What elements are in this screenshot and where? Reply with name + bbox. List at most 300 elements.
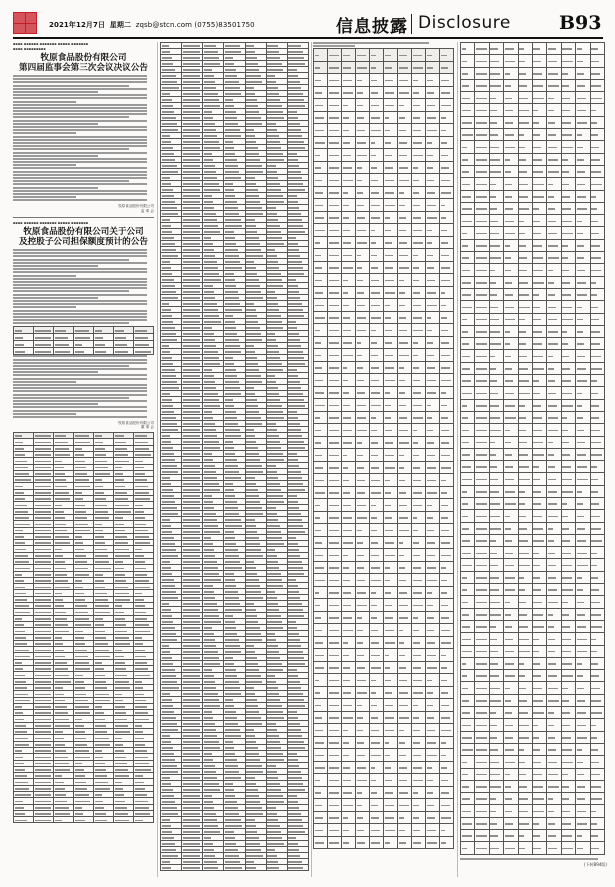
table-row xyxy=(314,536,454,549)
text-line xyxy=(13,78,147,80)
table-cell xyxy=(412,761,426,774)
table-cell xyxy=(504,338,518,350)
table-cell xyxy=(440,311,454,324)
table-cell xyxy=(356,411,370,424)
table-cell xyxy=(384,424,398,437)
table-cell xyxy=(461,559,475,571)
table-cell xyxy=(475,682,489,694)
text-line xyxy=(13,161,147,163)
text-line xyxy=(13,123,98,125)
table-cell xyxy=(518,375,532,387)
table-cell xyxy=(547,719,561,731)
table-cell xyxy=(547,461,561,473)
table-cell xyxy=(314,611,328,624)
table-row xyxy=(314,161,454,174)
table-row xyxy=(314,636,454,649)
table-cell xyxy=(370,549,384,562)
table-cell xyxy=(547,547,561,559)
table-cell xyxy=(475,743,489,755)
table-cell xyxy=(532,288,546,300)
table-cell xyxy=(356,811,370,824)
table-cell xyxy=(412,824,426,837)
table-cell xyxy=(384,711,398,724)
table-row xyxy=(314,524,454,537)
table-cell xyxy=(384,799,398,812)
table-cell xyxy=(518,633,532,645)
table-cell xyxy=(440,149,454,162)
table-row xyxy=(461,448,605,460)
text-line xyxy=(13,310,147,312)
table-cell xyxy=(426,399,440,412)
table-cell xyxy=(356,524,370,537)
table-cell xyxy=(412,261,426,274)
table-cell xyxy=(504,55,518,67)
table-cell xyxy=(356,749,370,762)
table-cell xyxy=(518,288,532,300)
text-line xyxy=(13,262,147,264)
table-row xyxy=(461,79,605,91)
table-cell xyxy=(328,349,342,362)
text-line xyxy=(13,85,129,87)
table-cell xyxy=(504,768,518,780)
table-cell xyxy=(475,252,489,264)
table-cell xyxy=(370,61,384,74)
table-cell xyxy=(356,699,370,712)
table-cell xyxy=(370,74,384,87)
table-cell xyxy=(356,774,370,787)
table-cell xyxy=(314,211,328,224)
table-cell xyxy=(504,215,518,227)
article1-meta: ▪▪▪▪ ▪▪▪▪▪▪ ▪▪▪▪▪▪▪ ▪▪▪▪▪ ▪▪▪▪▪▪▪ xyxy=(13,42,89,46)
text-line xyxy=(13,319,147,321)
table-cell xyxy=(426,549,440,562)
section-title-en: Disclosure xyxy=(418,13,511,33)
table-cell xyxy=(475,387,489,399)
table-row xyxy=(461,670,605,682)
header-contact: zqsb@stcn.com (0755)83501750 xyxy=(135,21,255,29)
table-cell xyxy=(504,596,518,608)
table-cell xyxy=(489,670,503,682)
table-cell xyxy=(384,236,398,249)
table-cell xyxy=(489,141,503,153)
table-cell xyxy=(461,55,475,67)
table-cell xyxy=(590,510,604,522)
table-cell xyxy=(328,774,342,787)
table-cell xyxy=(370,136,384,149)
text-line xyxy=(13,284,147,286)
table-cell xyxy=(440,274,454,287)
table-cell xyxy=(384,111,398,124)
table-cell xyxy=(412,749,426,762)
table-cell xyxy=(532,510,546,522)
table-cell xyxy=(384,611,398,624)
table-cell xyxy=(384,149,398,162)
table-cell xyxy=(440,286,454,299)
table-cell xyxy=(547,645,561,657)
table-cell xyxy=(426,699,440,712)
table-cell xyxy=(398,811,412,824)
table-cell xyxy=(475,645,489,657)
table-cell xyxy=(440,336,454,349)
table-cell xyxy=(426,611,440,624)
table-cell xyxy=(475,362,489,374)
table-cell xyxy=(384,774,398,787)
table-cell xyxy=(561,325,575,337)
table-cell xyxy=(518,239,532,251)
table-cell xyxy=(590,620,604,632)
text-line xyxy=(13,271,147,273)
table-cell xyxy=(475,473,489,485)
table-cell xyxy=(370,161,384,174)
table-cell xyxy=(398,761,412,774)
table-cell xyxy=(398,561,412,574)
table-cell xyxy=(590,92,604,104)
table-row xyxy=(461,534,605,546)
table-cell xyxy=(576,682,590,694)
table-cell xyxy=(461,79,475,91)
table-cell xyxy=(426,149,440,162)
table-cell xyxy=(461,842,475,854)
text-line xyxy=(13,294,147,296)
table-cell xyxy=(576,510,590,522)
table-cell xyxy=(412,124,426,137)
table-cell xyxy=(475,338,489,350)
table-cell xyxy=(398,324,412,337)
table-cell xyxy=(489,153,503,165)
table-cell xyxy=(342,349,356,362)
table-cell xyxy=(426,411,440,424)
table-cell xyxy=(370,686,384,699)
table-cell xyxy=(561,584,575,596)
table-cell xyxy=(440,599,454,612)
table-cell xyxy=(342,274,356,287)
table-cell xyxy=(314,561,328,574)
table-cell xyxy=(440,586,454,599)
table-cell xyxy=(461,534,475,546)
table-cell xyxy=(504,793,518,805)
table-cell xyxy=(370,149,384,162)
table-cell xyxy=(426,824,440,837)
table-cell xyxy=(440,211,454,224)
table-cell xyxy=(342,611,356,624)
table-cell xyxy=(314,324,328,337)
table-cell xyxy=(561,55,575,67)
table-cell xyxy=(504,67,518,79)
table-cell xyxy=(314,224,328,237)
table-cell xyxy=(74,348,94,355)
table-cell xyxy=(561,178,575,190)
table-row xyxy=(461,694,605,706)
table-cell xyxy=(34,334,54,341)
table-cell xyxy=(384,474,398,487)
table-cell xyxy=(489,473,503,485)
table-cell xyxy=(224,865,245,871)
table-cell xyxy=(504,104,518,116)
table-row xyxy=(314,249,454,262)
table-cell xyxy=(370,799,384,812)
table-cell xyxy=(384,249,398,262)
table-cell xyxy=(342,186,356,199)
table-cell xyxy=(461,338,475,350)
table-cell xyxy=(590,584,604,596)
table-cell xyxy=(590,534,604,546)
table-cell xyxy=(561,301,575,313)
table-cell xyxy=(94,817,114,823)
table-cell xyxy=(342,111,356,124)
table-cell xyxy=(561,743,575,755)
article1-title-line1: 牧原食品股份有限公司 xyxy=(40,53,127,63)
table-cell xyxy=(547,129,561,141)
table-row xyxy=(314,799,454,812)
table-cell xyxy=(504,584,518,596)
table-row xyxy=(461,399,605,411)
table-cell xyxy=(440,549,454,562)
table-cell xyxy=(532,129,546,141)
table-cell xyxy=(440,449,454,462)
table-cell xyxy=(356,274,370,287)
table-cell xyxy=(561,43,575,55)
table-row xyxy=(314,574,454,587)
table-cell xyxy=(328,549,342,562)
table-cell xyxy=(576,842,590,854)
table-cell xyxy=(440,224,454,237)
table-cell xyxy=(590,202,604,214)
table-cell xyxy=(384,349,398,362)
table-cell xyxy=(314,349,328,362)
table-cell xyxy=(426,61,440,74)
text-line xyxy=(13,306,76,308)
table-cell xyxy=(342,724,356,737)
table-cell xyxy=(74,817,94,823)
table-row xyxy=(314,49,454,62)
text-line xyxy=(13,193,147,195)
table-cell xyxy=(370,424,384,437)
table-row xyxy=(461,239,605,251)
table-cell xyxy=(532,375,546,387)
table-cell xyxy=(314,261,328,274)
table-cell xyxy=(14,341,34,348)
table-cell xyxy=(461,608,475,620)
table-cell xyxy=(590,571,604,583)
table-cell xyxy=(328,836,342,849)
table-cell xyxy=(461,571,475,583)
table-cell xyxy=(328,261,342,274)
table-cell xyxy=(590,424,604,436)
table-cell xyxy=(576,694,590,706)
table-cell xyxy=(590,707,604,719)
table-cell xyxy=(547,92,561,104)
table-cell xyxy=(475,411,489,423)
table-cell xyxy=(328,186,342,199)
table-row xyxy=(314,761,454,774)
table-cell xyxy=(532,670,546,682)
table-cell xyxy=(532,79,546,91)
table-cell xyxy=(314,399,328,412)
table-row xyxy=(314,311,454,324)
table-cell xyxy=(590,817,604,829)
table-cell xyxy=(547,202,561,214)
table-cell xyxy=(590,608,604,620)
table-cell xyxy=(504,350,518,362)
table-cell xyxy=(561,731,575,743)
table-cell xyxy=(576,805,590,817)
table-cell xyxy=(504,830,518,842)
table-cell xyxy=(475,325,489,337)
text-line xyxy=(13,190,147,192)
table-cell xyxy=(412,386,426,399)
table-cell xyxy=(314,636,328,649)
table-cell xyxy=(384,649,398,662)
table-cell xyxy=(532,620,546,632)
table-cell xyxy=(489,116,503,128)
table-cell xyxy=(461,288,475,300)
table-cell xyxy=(342,324,356,337)
table-cell xyxy=(576,55,590,67)
text-line xyxy=(13,387,147,389)
text-line xyxy=(13,180,129,182)
table-cell xyxy=(440,124,454,137)
table-cell xyxy=(440,49,454,62)
table-cell xyxy=(532,178,546,190)
table-cell xyxy=(328,61,342,74)
table-cell xyxy=(328,749,342,762)
table-cell xyxy=(561,645,575,657)
table-cell xyxy=(314,624,328,637)
table-cell xyxy=(398,799,412,812)
table-cell xyxy=(370,486,384,499)
table-row xyxy=(461,830,605,842)
table-cell xyxy=(412,399,426,412)
table-cell xyxy=(547,620,561,632)
table-cell xyxy=(576,719,590,731)
table-cell xyxy=(461,805,475,817)
table-cell xyxy=(475,153,489,165)
table-cell xyxy=(489,694,503,706)
table-cell xyxy=(518,116,532,128)
table-cell xyxy=(518,485,532,497)
table-cell xyxy=(314,799,328,812)
table-cell xyxy=(461,694,475,706)
table-cell xyxy=(370,86,384,99)
table-cell xyxy=(314,361,328,374)
table-row xyxy=(314,86,454,99)
table-row xyxy=(314,261,454,274)
table-cell xyxy=(34,817,54,823)
table-cell xyxy=(461,731,475,743)
table-row xyxy=(314,336,454,349)
table-cell xyxy=(590,362,604,374)
table-cell xyxy=(461,584,475,596)
table-cell xyxy=(440,349,454,362)
table-cell xyxy=(518,141,532,153)
table-cell xyxy=(461,264,475,276)
table-cell xyxy=(412,511,426,524)
table-row xyxy=(314,74,454,87)
table-cell xyxy=(461,215,475,227)
table-cell xyxy=(576,153,590,165)
table-cell xyxy=(504,559,518,571)
table-row xyxy=(314,661,454,674)
table-cell xyxy=(384,836,398,849)
table-cell xyxy=(356,499,370,512)
table-cell xyxy=(426,236,440,249)
text-line xyxy=(13,148,129,150)
table-cell xyxy=(440,236,454,249)
table-cell xyxy=(547,780,561,792)
table-cell xyxy=(518,43,532,55)
table-cell xyxy=(356,374,370,387)
table-cell xyxy=(532,707,546,719)
table-cell xyxy=(590,448,604,460)
table-cell xyxy=(532,276,546,288)
table-cell xyxy=(384,549,398,562)
table-cell xyxy=(461,313,475,325)
table-cell xyxy=(561,190,575,202)
table-row xyxy=(314,549,454,562)
table-cell xyxy=(504,288,518,300)
table-cell xyxy=(461,325,475,337)
table-cell xyxy=(314,74,328,87)
table-cell xyxy=(561,534,575,546)
table-cell xyxy=(532,387,546,399)
table-row xyxy=(461,153,605,165)
table-cell xyxy=(398,699,412,712)
table-row xyxy=(461,436,605,448)
table-row xyxy=(461,178,605,190)
table-cell xyxy=(314,711,328,724)
table-cell xyxy=(532,399,546,411)
table-cell xyxy=(532,559,546,571)
table-row xyxy=(461,731,605,743)
table-cell xyxy=(576,817,590,829)
table-cell xyxy=(426,649,440,662)
table-cell xyxy=(342,824,356,837)
table-cell xyxy=(561,756,575,768)
table-cell xyxy=(461,633,475,645)
table-cell xyxy=(384,699,398,712)
table-cell xyxy=(356,336,370,349)
table-cell xyxy=(426,511,440,524)
text-line xyxy=(13,132,76,134)
table-cell xyxy=(504,399,518,411)
table-cell xyxy=(504,153,518,165)
table-cell xyxy=(561,780,575,792)
table-cell xyxy=(504,645,518,657)
table-cell xyxy=(590,178,604,190)
table-cell xyxy=(426,211,440,224)
table-cell xyxy=(314,124,328,137)
table-cell xyxy=(412,86,426,99)
table-cell xyxy=(412,736,426,749)
text-line xyxy=(13,313,147,315)
table-cell xyxy=(370,499,384,512)
table-cell xyxy=(342,711,356,724)
text-line xyxy=(13,362,147,364)
table-cell xyxy=(489,387,503,399)
table-cell xyxy=(590,461,604,473)
text-line xyxy=(13,136,147,138)
table-cell xyxy=(561,288,575,300)
table-cell xyxy=(475,694,489,706)
table-cell xyxy=(342,736,356,749)
table-row xyxy=(461,350,605,362)
table-cell xyxy=(461,301,475,313)
table-cell xyxy=(94,341,114,348)
table-cell xyxy=(475,239,489,251)
table-row xyxy=(314,686,454,699)
table-cell xyxy=(384,74,398,87)
table-cell xyxy=(314,836,328,849)
